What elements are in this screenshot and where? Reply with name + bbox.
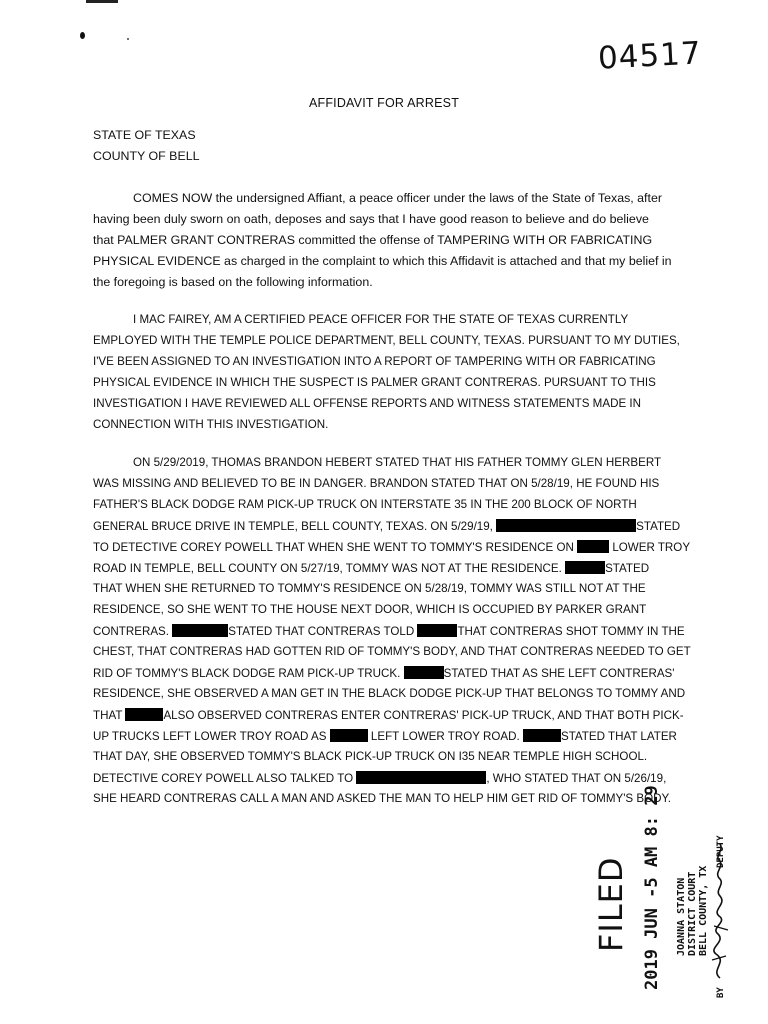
text-line: WAS MISSING AND BELIEVED TO BE IN DANGER. BRANDON STATED THAT ON 5/28/19, HE FOUND HIS (93, 477, 660, 490)
stamp-by: BY (716, 987, 726, 998)
text-segment: TO DETECTIVE COREY POWELL THAT WHEN SHE WENT TO TOMMY'S RESIDENCE ON (93, 541, 574, 554)
text-line: I'VE BEEN ASSIGNED TO AN INVESTIGATION INTO A REPORT OF TAMPERING WITH OR FABRICATING (93, 355, 656, 368)
text-line: that PALMER GRANT CONTRERAS committed the offense of TAMPERING WITH OR FABRICATING (93, 233, 653, 247)
text-segment: , WHO STATED THAT ON 5/26/19, (486, 772, 667, 785)
redaction-bar (172, 624, 228, 637)
scan-speck (127, 38, 129, 40)
text-line: INVESTIGATION I HAVE REVIEWED ALL OFFENSE REPORTS AND WITNESS STATEMENTS MADE IN (93, 397, 641, 410)
text-line: EMPLOYED WITH THE TEMPLE POLICE DEPARTMENT, BELL COUNTY, TEXAS. PURSUANT TO MY DUTIES, (93, 334, 680, 347)
stamp-county: BELL COUNTY, TX (698, 865, 709, 956)
text-segment: THAT CONTRERAS SHOT TOMMY IN THE (457, 625, 685, 638)
redaction-bar (404, 666, 444, 679)
stamp-date: 2019 JUN -5 AM 8: 29 (642, 785, 662, 990)
text-segment: STATED THAT AS SHE LEFT CONTRERAS' (443, 667, 675, 680)
text-line (93, 540, 690, 555)
text-line: RESIDENCE, SO SHE WENT TO THE HOUSE NEXT DOOR, WHICH IS OCCUPIED BY PARKER GRANT (93, 603, 647, 616)
text-line: the foregoing is based on the following information. (93, 275, 373, 289)
document-title: AFFIDAVIT FOR ARREST (308, 96, 460, 110)
text-line: PHYSICAL EVIDENCE IN WHICH THE SUSPECT IS PALMER GRANT CONTRERAS. PURSUANT TO THIS (93, 376, 656, 389)
text-segment: GENERAL BRUCE DRIVE IN TEMPLE, BELL COUNTY, TEXAS. ON 5/29/19, (93, 520, 493, 533)
redaction-bar (125, 708, 163, 721)
text-line: THAT WHEN SHE RETURNED TO TOMMY'S RESIDENCE ON 5/28/19, TOMMY WAS STILL NOT AT THE (93, 582, 646, 595)
stamp-court: DISTRICT COURT (687, 871, 698, 956)
text-segment: STATED THAT CONTRERAS TOLD (228, 625, 415, 638)
text-line: RESIDENCE, SHE OBSERVED A MAN GET IN THE BLACK DODGE PICK-UP THAT BELONGS TO TOMMY AND (93, 687, 686, 700)
text-segment: DETECTIVE COREY POWELL ALSO TALKED TO (93, 772, 354, 785)
text-line: THAT DAY, SHE OBSERVED TOMMY'S BLACK PICK-UP TRUCK ON I35 NEAR TEMPLE HIGH SCHOOL. (93, 750, 648, 763)
text-segment: THAT (93, 709, 123, 722)
text-line (93, 519, 680, 534)
text-segment: ROAD IN TEMPLE, BELL COUNTY ON 5/27/19, TOMMY WAS NOT AT THE RESIDENCE. (93, 562, 562, 575)
text-line: I MAC FAIREY, AM A CERTIFIED PEACE OFFICER FOR THE STATE OF TEXAS CURRENTLY (133, 313, 629, 326)
text-line: ON 5/29/2019, THOMAS BRANDON HEBERT STATED THAT HIS FATHER TOMMY GLEN HERBERT (133, 456, 662, 469)
text-segment: STATED (605, 562, 650, 575)
text-line (93, 624, 685, 639)
redaction-bar (330, 729, 368, 742)
text-segment: ALSO OBSERVED CONTRERAS ENTER CONTRERAS' PICK-UP TRUCK, AND THAT BOTH PICK- (163, 709, 684, 722)
text-line: PHYSICAL EVIDENCE as charged in the complaint to which this Affidavit is attached and that my belief in (93, 254, 672, 268)
state-line: STATE OF TEXAS (93, 128, 196, 142)
text-line: CONNECTION WITH THIS INVESTIGATION. (93, 418, 329, 431)
text-line: FATHER'S BLACK DODGE RAM PICK-UP TRUCK ON INTERSTATE 35 IN THE 200 BLOCK OF NORTH (93, 498, 637, 511)
redaction-bar (577, 540, 609, 553)
redaction-bar (496, 519, 636, 532)
redaction-bar (523, 729, 561, 742)
text-line (93, 708, 684, 723)
stamp-clerk-name: JOANNA STATON (676, 877, 687, 956)
text-segment: STATED (636, 520, 681, 533)
county-line: COUNTY OF BELL (93, 149, 200, 163)
text-segment: LOWER TROY (612, 541, 691, 554)
text-line (93, 771, 666, 786)
text-segment: UP TRUCKS LEFT LOWER TROY ROAD AS (93, 730, 327, 743)
text-segment: LEFT LOWER TROY ROAD. (370, 730, 520, 743)
text-line (93, 666, 675, 681)
text-line: CHEST, THAT CONTRERAS HAD GOTTEN RID OF TOMMY'S BODY, AND THAT CONTRERAS NEEDED TO GET (93, 645, 691, 658)
redaction-bar (565, 561, 605, 574)
redaction-bar (417, 624, 457, 637)
stamp-filed: FILED (592, 856, 630, 952)
handwritten-document-number: 04517 (597, 35, 703, 77)
text-segment: STATED THAT LATER (560, 730, 677, 743)
scan-mark (86, 0, 118, 3)
text-line: having been duly sworn on oath, deposes and says that I have good reason to believe and do believe (93, 212, 649, 226)
stamp-deputy: DEPUTY (716, 835, 726, 868)
handwritten-signature (706, 830, 732, 980)
text-segment: RID OF TOMMY'S BLACK DODGE RAM PICK-UP TRUCK. (93, 667, 401, 680)
text-line (93, 729, 677, 744)
text-segment: CONTRERAS. (93, 625, 170, 638)
text-line: SHE HEARD CONTRERAS CALL A MAN AND ASKED THE MAN TO HELP HIM GET RID OF TOMMY'S BODY. (93, 792, 671, 805)
redaction-bar (356, 771, 486, 784)
text-line (93, 561, 649, 576)
scan-speck (80, 32, 85, 39)
text-line: COMES NOW the undersigned Affiant, a peace officer under the laws of the State of Texas, after (133, 191, 662, 205)
